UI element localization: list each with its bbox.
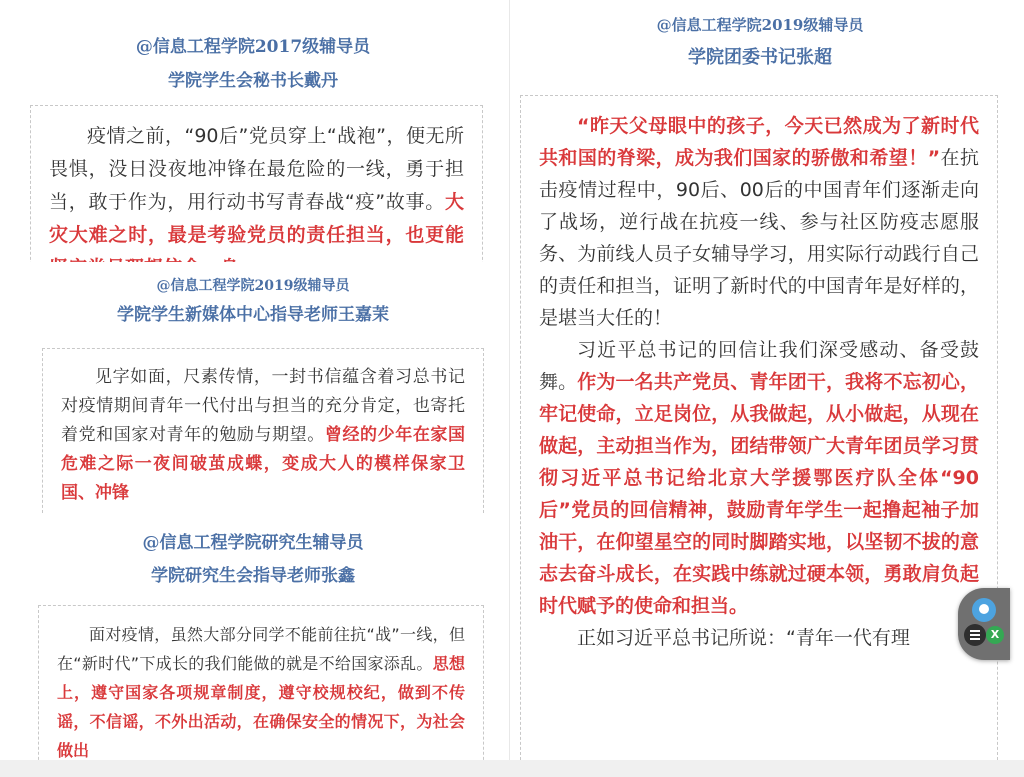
paragraph-text: 正如习近平总书记所说：“青年一代有理	[577, 627, 910, 649]
list-line	[970, 630, 980, 632]
paragraph-text: 在抗击疫情过程中，90后、00后的中国青年们逐渐走向了战场，逆行战在抗疫一线、参与社区防疫志愿服务、为前线人员子女辅导学习，用实际行动践行自己的责任和担当，证明了新时代的中国青年是好样的，是堪当大任的！	[539, 147, 979, 329]
quote-paragraph	[57, 620, 465, 765]
panel-header	[0, 274, 506, 332]
panel-header	[0, 527, 506, 593]
author-title: 学院团委书记张超	[688, 47, 832, 68]
panel-zhangchao	[512, 0, 1008, 760]
quote-paragraph	[49, 120, 464, 285]
close-icon[interactable]: X	[986, 626, 1004, 644]
list-line	[970, 638, 980, 640]
floating-toolbar[interactable]	[958, 588, 1010, 660]
author-title: 学院学生会秘书长戴丹	[168, 71, 338, 91]
panel-header	[512, 10, 1008, 76]
author-tag: @信息工程学院2019级辅导员	[156, 278, 350, 294]
author-title: 学院研究生会指导老师张鑫	[151, 566, 355, 586]
highlight-text: “昨天父母眼中的孩子，今天已然成为了新时代共和国的脊梁，成为我们国家的骄傲和希望！”	[539, 115, 979, 169]
author-tag: @信息工程学院2017级辅导员	[135, 37, 371, 57]
paragraph-text: 疫情之前，“90后”党员穿上“战袍”，便无所畏惧，没日没夜地冲锋在最危险的一线，勇于担当，敢于作为，用行动书写青春战“疫”故事。	[49, 125, 464, 213]
quote-box	[520, 95, 998, 775]
panel-header	[0, 30, 506, 98]
quote-box	[42, 348, 484, 518]
highlight-text: 作为一名共产党员、青年团干，我将不忘初心，牢记使命，立足岗位，从我做起，从小做起，从现在做起，主动担当作为，团结带领广大青年团员学习贯彻习近平总书记给北京大学援鄂医疗队全体“90后”党员的回信精神，鼓励青年学生一起撸起袖子加油干，在仰望星空的同时脚踏实地，以坚韧不拔的意志去奋斗成长，在实践中练就过硬本领，勇敢肩负起时代赋予的使命和担当。	[539, 371, 979, 617]
quote-paragraph	[539, 334, 979, 622]
highlight-text: 曾经的少年在家国危难之际一夜间破茧成蝶，变成大人的模样保家卫国、冲锋	[61, 425, 466, 503]
quote-paragraph	[539, 622, 979, 654]
quote-paragraph	[539, 110, 979, 334]
author-tag: @信息工程学院研究生辅导员	[142, 533, 364, 553]
list-icon[interactable]	[964, 624, 986, 646]
bottom-band	[0, 760, 1024, 777]
shield-icon[interactable]	[972, 598, 996, 622]
column-divider	[509, 0, 510, 760]
author-tag: @信息工程学院2019级辅导员	[656, 16, 864, 34]
highlight-text: 思想上，遵守国家各项规章制度，遵守校规校纪，做到不传谣，不信谣，不外出活动，在确保安全的情况下，为社会做出	[57, 654, 465, 760]
panel-zhangxin	[0, 515, 506, 760]
paragraph-text: 习近平总书记的回信让我们深受感动、备受鼓舞。	[539, 339, 979, 393]
quote-box	[38, 605, 484, 775]
paragraph-text: 面对疫情，虽然大部分同学不能前往抗“战”一线，但在“新时代”下成长的我们能做的就是不给国家添乱。	[57, 625, 465, 673]
author-title: 学院学生新媒体中心指导老师王嘉茉	[117, 305, 389, 325]
quote-box	[30, 105, 483, 275]
list-line	[970, 634, 980, 636]
panel-wangjiamo	[0, 262, 506, 510]
quote-paragraph	[61, 363, 465, 508]
paragraph-text: 见字如面，尺素传情，一封书信蕴含着习总书记对疫情期间青年一代付出与担当的充分肯定，也寄托着党和国家对青年的勉励与期望。	[61, 367, 465, 445]
panel-daidan	[0, 0, 506, 262]
highlight-text: 大灾大难之时，最是考验党员的责任担当，也更能	[49, 191, 464, 246]
